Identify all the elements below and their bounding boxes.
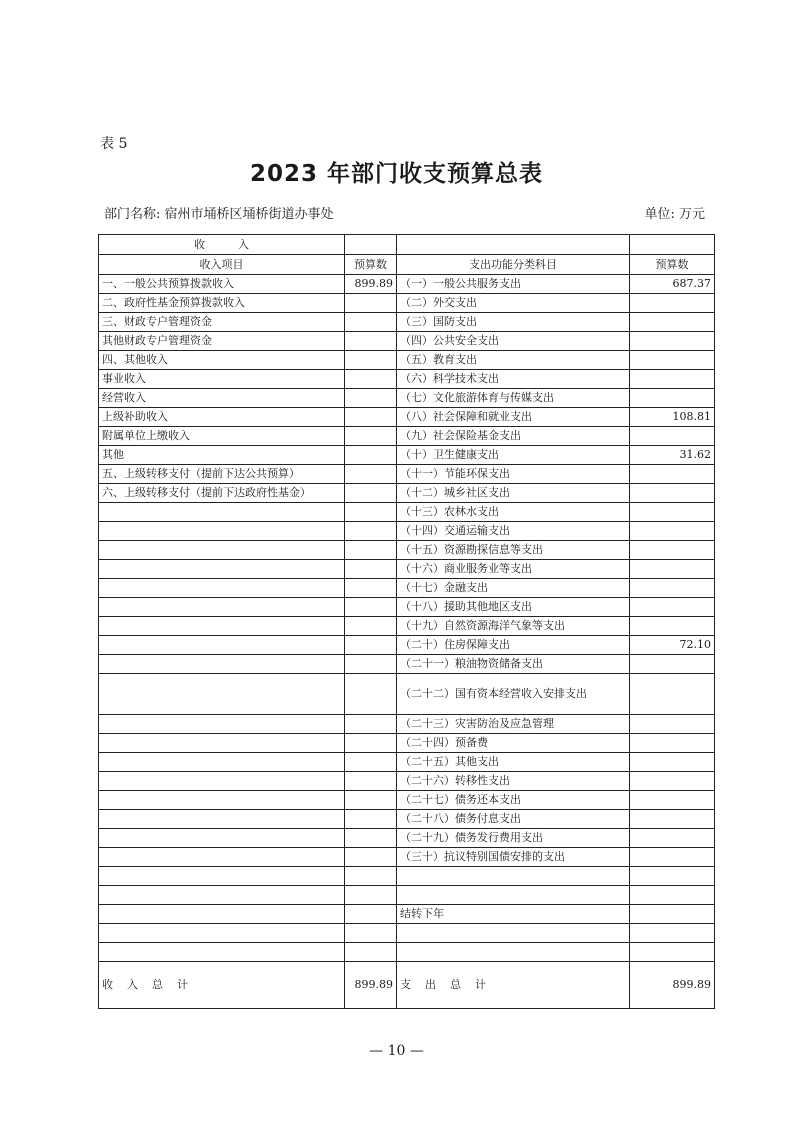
expense-item-cell: （九）社会保险基金支出	[397, 427, 630, 446]
table-row	[99, 275, 715, 294]
income-group-header: 收 入	[99, 235, 345, 255]
table-row	[99, 867, 715, 886]
income-amount-cell	[345, 389, 397, 408]
income-amount-cell	[345, 734, 397, 753]
income-item-cell: 三、财政专户管理资金	[99, 313, 345, 332]
table-row	[99, 829, 715, 848]
income-item-cell	[99, 924, 345, 943]
expense-item-cell: （二十六）转移性支出	[397, 772, 630, 791]
expense-amount-cell	[630, 829, 715, 848]
table-row	[99, 370, 715, 389]
expense-item-header: 支出功能分类科目	[397, 255, 630, 275]
income-amount-cell	[345, 617, 397, 636]
income-item-cell	[99, 598, 345, 617]
expense-amount-cell	[630, 313, 715, 332]
income-item-cell	[99, 655, 345, 674]
income-item-cell: 一、一般公共预算拨款收入	[99, 275, 345, 294]
expense-item-cell: （三）国防支出	[397, 313, 630, 332]
expense-amount-cell	[630, 924, 715, 943]
table-column-header	[99, 255, 715, 275]
expense-item-cell: （十九）自然资源海洋气象等支出	[397, 617, 630, 636]
income-item-cell: 附属单位上缴收入	[99, 427, 345, 446]
income-item-cell	[99, 636, 345, 655]
income-total-label: 收入总计	[99, 962, 345, 1009]
expense-amount-header: 预算数	[630, 255, 715, 275]
expense-item-cell: （十七）金融支出	[397, 579, 630, 598]
expense-item-cell: （二十五）其他支出	[397, 753, 630, 772]
income-amount-cell	[345, 484, 397, 503]
empty-cell	[630, 235, 715, 255]
table-row	[99, 886, 715, 905]
expense-item-cell: （二十二）国有资本经营收入安排支出	[397, 674, 630, 715]
income-item-cell	[99, 829, 345, 848]
table-row	[99, 655, 715, 674]
expense-item-cell: （十四）交通运输支出	[397, 522, 630, 541]
totals-row	[99, 962, 715, 1009]
income-item-cell: 二、政府性基金预算拨款收入	[99, 294, 345, 313]
table-row	[99, 810, 715, 829]
table-row	[99, 579, 715, 598]
expense-total-label: 支出总计	[397, 962, 630, 1009]
expense-item-cell: （十八）援助其他地区支出	[397, 598, 630, 617]
expense-item-cell: （七）文化旅游体育与传媒支出	[397, 389, 630, 408]
income-item-cell	[99, 734, 345, 753]
expense-amount-cell	[630, 617, 715, 636]
income-item-cell: 上级补助收入	[99, 408, 345, 427]
expense-amount-cell: 72.10	[630, 636, 715, 655]
expense-amount-cell	[630, 753, 715, 772]
expense-item-cell: （五）教育支出	[397, 351, 630, 370]
table-row	[99, 503, 715, 522]
expense-total-amount: 899.89	[630, 962, 715, 1009]
income-item-cell: 其他财政专户管理资金	[99, 332, 345, 351]
expense-item-cell: （二十一）粮油物资储备支出	[397, 655, 630, 674]
income-amount-cell	[345, 465, 397, 484]
expense-item-cell: （十）卫生健康支出	[397, 446, 630, 465]
table-row	[99, 924, 715, 943]
income-amount-cell	[345, 715, 397, 734]
income-amount-cell	[345, 905, 397, 924]
expense-amount-cell	[630, 867, 715, 886]
expense-amount-cell	[630, 734, 715, 753]
expense-amount-cell	[630, 294, 715, 313]
income-amount-header: 预算数	[345, 255, 397, 275]
unit-label: 单位: 万元	[644, 207, 705, 222]
table-row	[99, 905, 715, 924]
income-item-cell	[99, 810, 345, 829]
table-row	[99, 522, 715, 541]
expense-amount-cell	[630, 674, 715, 715]
table-row	[99, 753, 715, 772]
expense-item-cell: （二）外交支出	[397, 294, 630, 313]
table-row	[99, 674, 715, 715]
income-item-cell	[99, 848, 345, 867]
income-amount-cell	[345, 408, 397, 427]
expense-item-cell: （十六）商业服务业等支出	[397, 560, 630, 579]
table-row	[99, 332, 715, 351]
income-item-cell	[99, 560, 345, 579]
expense-item-cell: （十二）城乡社区支出	[397, 484, 630, 503]
table-label: 表 5	[100, 136, 128, 152]
expense-amount-cell	[630, 332, 715, 351]
table-group-header	[99, 235, 715, 255]
expense-amount-cell	[630, 465, 715, 484]
income-item-cell: 四、其他收入	[99, 351, 345, 370]
expense-amount-cell	[630, 886, 715, 905]
expense-amount-cell	[630, 370, 715, 389]
expense-item-cell: 结转下年	[397, 905, 630, 924]
income-amount-cell	[345, 829, 397, 848]
expense-amount-cell	[630, 579, 715, 598]
income-amount-cell	[345, 541, 397, 560]
expense-amount-cell	[630, 503, 715, 522]
table-row	[99, 465, 715, 484]
income-item-cell: 五、上级转移支付（提前下达公共预算）	[99, 465, 345, 484]
income-amount-cell	[345, 943, 397, 962]
income-item-cell	[99, 715, 345, 734]
table-row	[99, 484, 715, 503]
income-amount-cell	[345, 503, 397, 522]
income-item-cell: 六、上级转移支付（提前下达政府性基金）	[99, 484, 345, 503]
expense-amount-cell	[630, 427, 715, 446]
table-row	[99, 791, 715, 810]
expense-item-cell	[397, 867, 630, 886]
table-row	[99, 636, 715, 655]
income-amount-cell	[345, 753, 397, 772]
expense-item-cell: （八）社会保障和就业支出	[397, 408, 630, 427]
expense-amount-cell: 31.62	[630, 446, 715, 465]
income-amount-cell	[345, 598, 397, 617]
income-item-cell	[99, 541, 345, 560]
expense-amount-cell	[630, 943, 715, 962]
expense-amount-cell	[630, 351, 715, 370]
expense-item-cell: （十五）资源勘探信息等支出	[397, 541, 630, 560]
expense-item-cell: （十三）农林水支出	[397, 503, 630, 522]
page-number: — 10 —	[369, 1043, 424, 1059]
income-item-cell	[99, 886, 345, 905]
income-amount-cell	[345, 848, 397, 867]
expense-item-cell: （二十）住房保障支出	[397, 636, 630, 655]
income-amount-cell	[345, 579, 397, 598]
income-amount-cell	[345, 294, 397, 313]
income-item-cell	[99, 503, 345, 522]
income-amount-cell	[345, 351, 397, 370]
income-item-cell: 事业收入	[99, 370, 345, 389]
expense-amount-cell	[630, 905, 715, 924]
table-row	[99, 772, 715, 791]
empty-cell	[397, 235, 630, 255]
income-amount-cell	[345, 924, 397, 943]
expense-amount-cell	[630, 791, 715, 810]
expense-item-cell: （十一）节能环保支出	[397, 465, 630, 484]
income-item-header: 收入项目	[99, 255, 345, 275]
expense-amount-cell	[630, 522, 715, 541]
expense-item-cell	[397, 924, 630, 943]
expense-amount-cell	[630, 772, 715, 791]
expense-amount-cell	[630, 598, 715, 617]
expense-amount-cell	[630, 848, 715, 867]
income-amount-cell	[345, 886, 397, 905]
expense-amount-cell	[630, 655, 715, 674]
table-row	[99, 313, 715, 332]
table-row	[99, 617, 715, 636]
table-row	[99, 446, 715, 465]
income-item-cell	[99, 791, 345, 810]
expense-amount-cell: 108.81	[630, 408, 715, 427]
page-title: 2023 年部门收支预算总表	[249, 161, 544, 187]
expense-item-cell: （二十九）债务发行费用支出	[397, 829, 630, 848]
expense-amount-cell	[630, 484, 715, 503]
income-item-cell	[99, 867, 345, 886]
table-row	[99, 734, 715, 753]
expense-amount-cell	[630, 389, 715, 408]
income-amount-cell	[345, 313, 397, 332]
expense-item-cell: （一）一般公共服务支出	[397, 275, 630, 294]
income-item-cell	[99, 674, 345, 715]
income-amount-cell	[345, 427, 397, 446]
income-item-cell: 其他	[99, 446, 345, 465]
department-name: 部门名称: 宿州市埇桥区埇桥街道办事处	[104, 207, 334, 222]
income-total-amount: 899.89	[345, 962, 397, 1009]
budget-table	[98, 234, 715, 1009]
expense-item-cell	[397, 886, 630, 905]
table-row	[99, 427, 715, 446]
income-amount-cell	[345, 772, 397, 791]
table-row	[99, 715, 715, 734]
expense-amount-cell	[630, 560, 715, 579]
income-item-cell	[99, 522, 345, 541]
table-row	[99, 294, 715, 313]
income-amount-cell: 899.89	[345, 275, 397, 294]
income-amount-cell	[345, 636, 397, 655]
income-item-cell	[99, 579, 345, 598]
income-item-cell	[99, 943, 345, 962]
income-amount-cell	[345, 446, 397, 465]
income-amount-cell	[345, 332, 397, 351]
income-item-cell	[99, 905, 345, 924]
table-row	[99, 389, 715, 408]
expense-amount-cell	[630, 810, 715, 829]
income-item-cell	[99, 617, 345, 636]
expense-item-cell: （二十四）预备费	[397, 734, 630, 753]
income-amount-cell	[345, 867, 397, 886]
table-row	[99, 351, 715, 370]
expense-item-cell: （二十三）灾害防治及应急管理	[397, 715, 630, 734]
income-amount-cell	[345, 791, 397, 810]
table-row	[99, 408, 715, 427]
income-amount-cell	[345, 674, 397, 715]
income-amount-cell	[345, 810, 397, 829]
income-amount-cell	[345, 370, 397, 389]
expense-item-cell: （六）科学技术支出	[397, 370, 630, 389]
table-row	[99, 848, 715, 867]
expense-amount-cell	[630, 541, 715, 560]
expense-amount-cell	[630, 715, 715, 734]
income-item-cell	[99, 753, 345, 772]
table-row	[99, 598, 715, 617]
income-amount-cell	[345, 560, 397, 579]
expense-item-cell: （四）公共安全支出	[397, 332, 630, 351]
table-row	[99, 560, 715, 579]
income-item-cell: 经营收入	[99, 389, 345, 408]
income-item-cell	[99, 772, 345, 791]
table-row	[99, 541, 715, 560]
expense-item-cell: （三十）抗议特别国债安排的支出	[397, 848, 630, 867]
expense-item-cell: （二十八）债务付息支出	[397, 810, 630, 829]
expense-amount-cell: 687.37	[630, 275, 715, 294]
income-amount-cell	[345, 655, 397, 674]
expense-item-cell: （二十七）债务还本支出	[397, 791, 630, 810]
empty-cell	[345, 235, 397, 255]
income-amount-cell	[345, 522, 397, 541]
expense-item-cell	[397, 943, 630, 962]
table-row	[99, 943, 715, 962]
